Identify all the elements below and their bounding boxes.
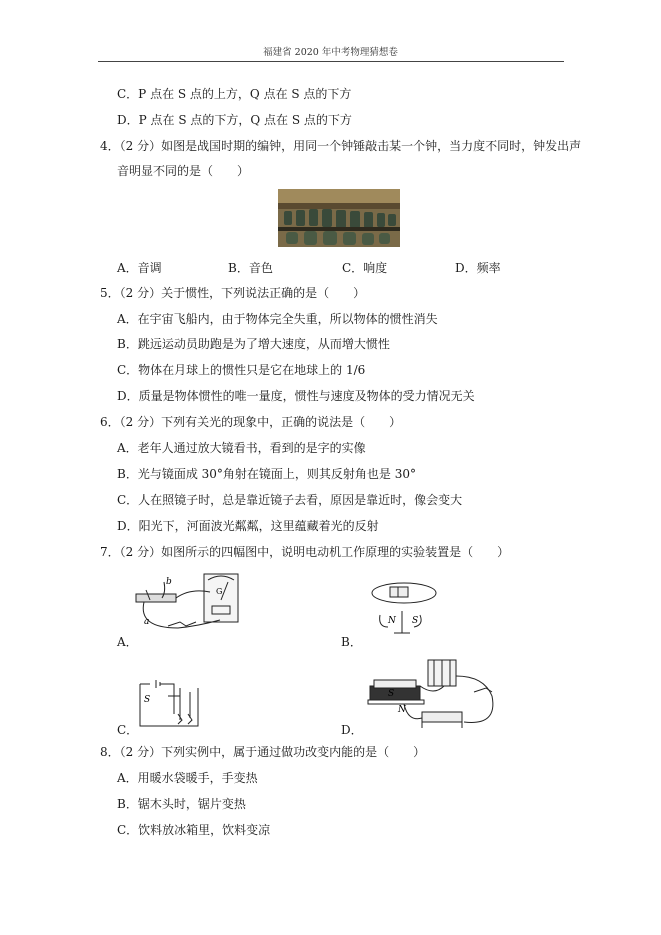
bianzhong-photo	[278, 189, 400, 247]
q6-option-d: D．阳光下，河面波光粼粼，这里蕴藏着光的反射	[117, 519, 379, 533]
q5-option-a: A．在宇宙飞船内，由于物体完全失重，所以物体的惯性消失	[117, 312, 438, 326]
q6-stem: 6．（2 分）下列有关光的现象中，正确的说法是（ ）	[100, 415, 402, 429]
q6-option-b: B．光与镜面成 30°角射在镜面上，则其反射角也是 30°	[117, 467, 416, 481]
q3-option-d: D．P 点在 S 点的下方，Q 点在 S 点的下方	[117, 113, 352, 127]
q8-stem: 8．（2 分）下列实例中，属于通过做功改变内能的是（ ）	[100, 745, 426, 759]
fig-a-letter-b: b	[166, 577, 172, 587]
fig-b-letter-s: S	[412, 616, 419, 626]
q6-option-a: A．老年人通过放大镜看书，看到的是字的实像	[117, 441, 366, 455]
q4-option-b: B．音色	[228, 261, 273, 275]
q3-option-c: C．P 点在 S 点的上方，Q 点在 S 点的下方	[117, 87, 352, 101]
q4-stem-line1: 4．（2 分）如图是战国时期的编钟，用同一个钟锤敲击某一个钟，当力度不同时，钟发出声	[100, 139, 582, 153]
q7-figure-a	[128, 570, 246, 634]
page-header: 福建省 2020 年中考物理猜想卷	[263, 47, 398, 58]
fig-d-letter-s: S	[388, 689, 395, 699]
q6-option-c: C．人在照镜子时，总是靠近镜子去看，原因是靠近时，像会变大	[117, 493, 463, 507]
fig-c-letter-s: S	[144, 695, 151, 705]
fig-b-letter-n: N	[388, 616, 396, 626]
q7-label-d: D．	[341, 723, 363, 737]
fig-a-letter-g: G	[216, 587, 223, 596]
q5-option-d: D．质量是物体惯性的唯一量度，惯性与速度及物体的受力情况无关	[117, 389, 475, 403]
q4-stem-line2: 音明显不同的是（ ）	[117, 164, 250, 178]
q4-option-a: A．音调	[117, 261, 162, 275]
fig-d-letter-n: N	[398, 705, 406, 715]
q5-option-b: B．跳远运动员助跑是为了增大速度，从而增大惯性	[117, 337, 390, 351]
q7-stem: 7．（2 分）如图所示的四幅图中，说明电动机工作原理的实验装置是（ ）	[100, 545, 510, 559]
header-rule	[98, 61, 564, 62]
q7-label-a: A．	[117, 635, 138, 649]
q7-label-b: B．	[341, 635, 362, 649]
q7-figure-c	[136, 674, 206, 736]
q7-figure-b	[368, 577, 446, 639]
q8-option-b: B．锯木头时，锯片变热	[117, 797, 246, 811]
q8-option-a: A．用暖水袋暖手，手变热	[117, 771, 258, 785]
q5-stem: 5．（2 分）关于惯性，下列说法正确的是（ ）	[100, 286, 366, 300]
q4-option-d: D．频率	[455, 261, 501, 275]
q4-options	[117, 259, 567, 275]
q5-option-c: C．物体在月球上的惯性只是它在地球上的 1/6	[117, 363, 366, 377]
q7-label-c: C．	[117, 723, 139, 737]
fig-a-letter-a: a	[144, 617, 150, 627]
q8-option-c: C．饮料放冰箱里，饮料变凉	[117, 823, 271, 837]
q7-figure-d	[364, 656, 504, 734]
q4-option-c: C．响度	[342, 261, 388, 275]
